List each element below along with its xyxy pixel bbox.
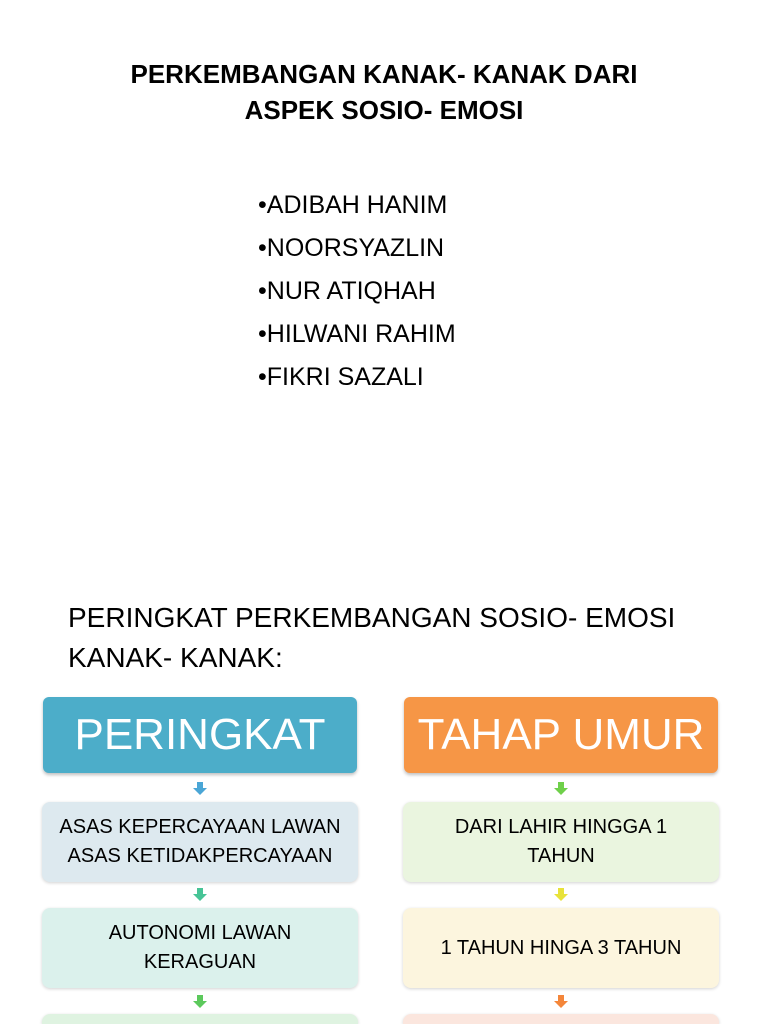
- down-arrow-icon: [193, 995, 207, 1009]
- age-box: [403, 908, 719, 988]
- member-item: • FIKRI SAZALI: [258, 356, 456, 399]
- title-line-1: PERKEMBANGAN KANAK- KANAK DARI: [130, 59, 638, 89]
- stage-box: [42, 1014, 358, 1024]
- down-arrow-icon: [554, 888, 568, 902]
- stage-box: [42, 802, 358, 882]
- stage-box: [42, 908, 358, 988]
- slide2-title-line-1: PERINGKAT PERKEMBANGAN SOSIO- EMOSI: [68, 602, 676, 633]
- slide2-title-line-2: KANAK- KANAK:: [68, 642, 283, 673]
- slide1-title: [0, 56, 768, 128]
- member-item: • NUR ATIQHAH: [258, 270, 456, 313]
- down-arrow-icon: [193, 888, 207, 902]
- down-arrow-icon: [193, 782, 207, 796]
- age-line-1: 1 TAHUN HINGA 3 TAHUN: [440, 936, 682, 959]
- stage-line-1: AUTONOMI LAWAN: [108, 922, 292, 944]
- age-box: [403, 802, 719, 882]
- title-line-2: ASPEK SOSIO- EMOSI: [244, 95, 524, 125]
- member-item: • ADIBAH HANIM: [258, 184, 456, 227]
- peringkat-header: PERINGKAT: [43, 697, 357, 773]
- slide2-title: [68, 598, 728, 678]
- age-line-1: DARI LAHIR HINGGA 1: [454, 816, 668, 838]
- stage-line-2: KERAGUAN: [143, 951, 257, 973]
- member-list: [258, 184, 456, 399]
- age-line-2: TAHUN: [527, 845, 595, 867]
- down-arrow-icon: [554, 995, 568, 1009]
- tahap-umur-header: TAHAP UMUR: [404, 697, 718, 773]
- member-item: • HILWANI RAHIM: [258, 313, 456, 356]
- down-arrow-icon: [554, 782, 568, 796]
- stage-line-2: ASAS KETIDAKPERCAYAAN: [67, 845, 333, 867]
- member-item: • NOORSYAZLIN: [258, 227, 456, 270]
- stage-line-1: ASAS KEPERCAYAAN LAWAN: [59, 816, 341, 838]
- age-box: [403, 1014, 719, 1024]
